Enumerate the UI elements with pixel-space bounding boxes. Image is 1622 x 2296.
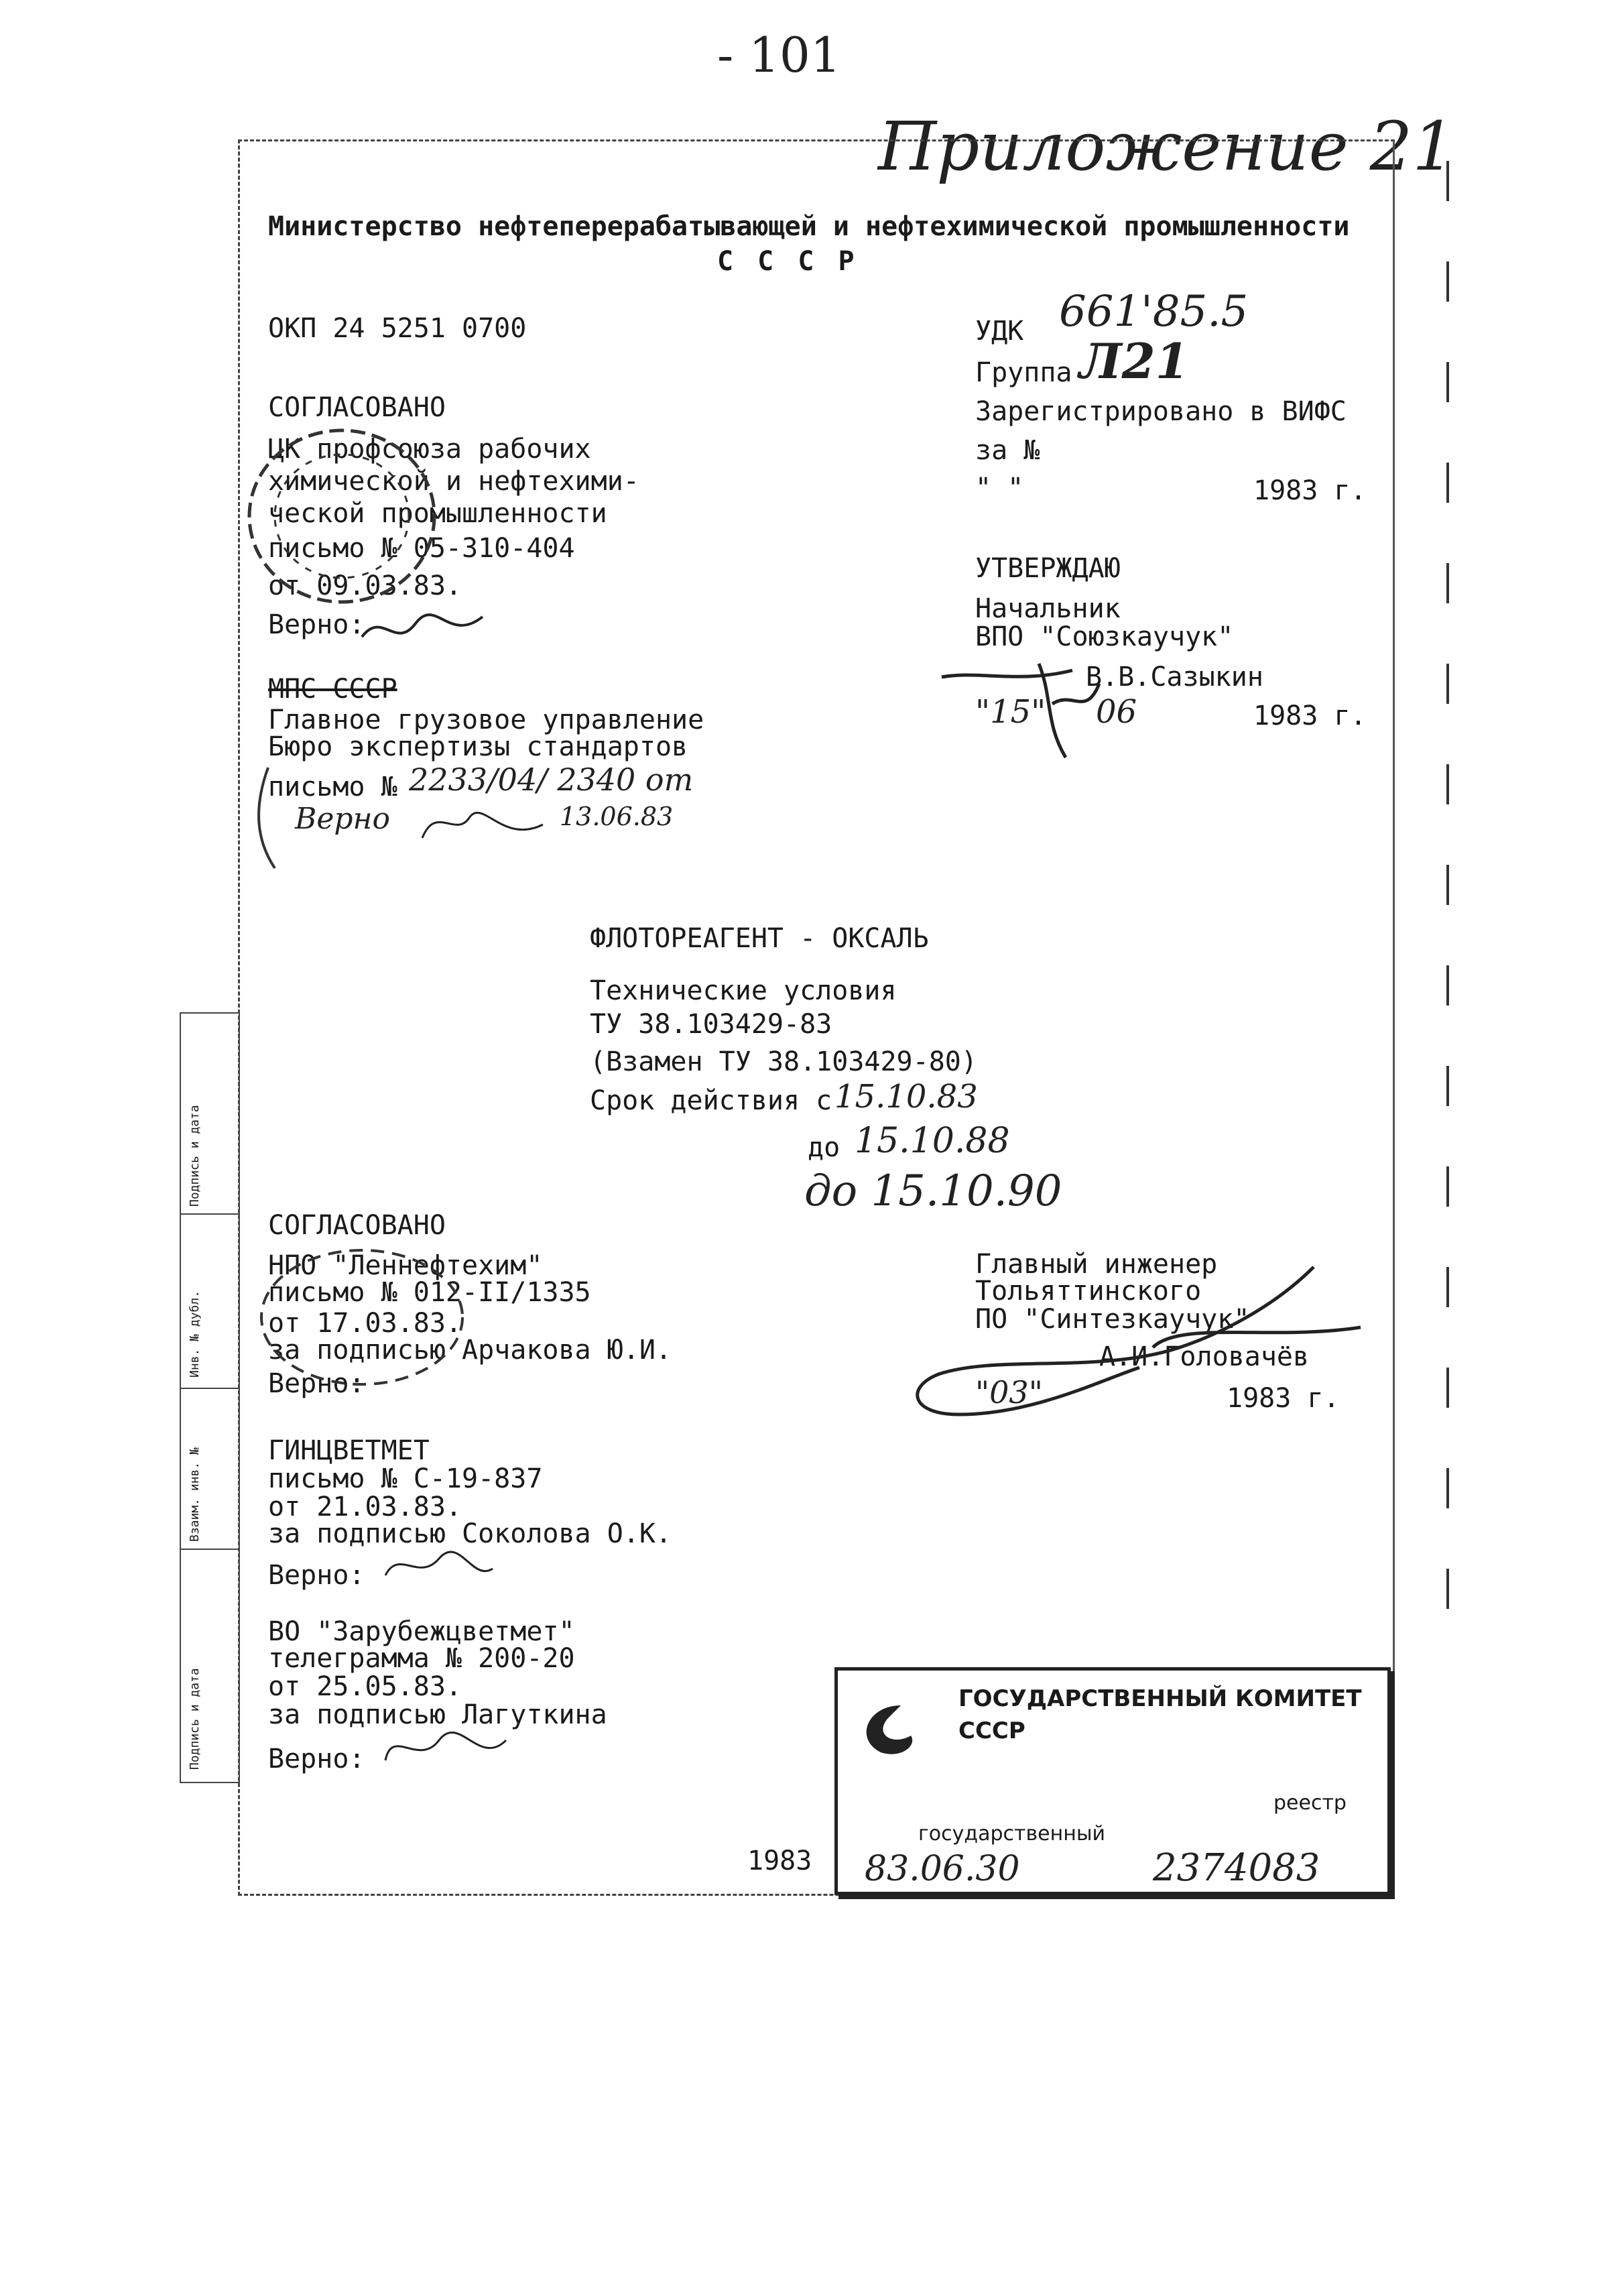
signature-verno-1 (355, 603, 489, 657)
agreed-title-1: СОГЛАСОВАНО (268, 392, 446, 423)
udk-label: УДК (975, 316, 1024, 347)
zarubezh-line: телеграмма № 200-20 (268, 1643, 575, 1674)
mps-hand-verno: Верно (295, 802, 391, 836)
strip-label-signature-date: Подпись и дата (188, 1105, 202, 1207)
approved-line: ВПО "Союзкаучук" (975, 621, 1234, 652)
strip-label-vzaim-inv: Взаим. инв. № (188, 1447, 202, 1542)
group-label: Группа (975, 357, 1072, 388)
product-title: ФЛОТОРЕАГЕНТ - ОКСАЛЬ (590, 923, 929, 954)
round-seal-1 (241, 416, 442, 617)
udk-value: 661'85.5 (1059, 287, 1249, 337)
bottom-year: 1983 (747, 1846, 812, 1876)
signature-verno-3 (379, 1542, 499, 1595)
approved-signer: В.В.Сазыкин (1086, 662, 1263, 692)
gintsvetmet-line: письмо № С-19-837 (268, 1463, 543, 1494)
agreed2-line: письмо № 012-II/1335 (268, 1277, 591, 1308)
spec-line: ТУ 38.103429-83 (590, 1009, 832, 1040)
zarubezh-line: Верно: (268, 1744, 365, 1774)
state-committee-stamp (834, 1667, 1391, 1895)
signature-sazykin (938, 644, 1113, 764)
side-strip (180, 1012, 240, 1783)
chief-date-day: "03" (975, 1374, 1043, 1410)
signature-mps (416, 798, 550, 851)
approved-date-month: 06 (1096, 693, 1137, 731)
country-title: С С С Р (717, 246, 859, 277)
gintsvetmet-line: ГИНЦВЕТМЕТ (268, 1435, 430, 1466)
strip-label-inv-dubl: Инв. № дубл. (188, 1290, 202, 1378)
validity-from: 15.10.83 (834, 1078, 978, 1115)
chief-line: Главный инженер (975, 1249, 1218, 1280)
zarubezh-line: ВО "Зарубежцветмет" (268, 1616, 575, 1647)
emblem-icon (854, 1699, 921, 1759)
stamp-line2: СССР (958, 1717, 1025, 1744)
approved-line: Начальник (975, 593, 1121, 624)
validity-extended: до 15.10.90 (804, 1166, 1062, 1216)
stamp-line4: государственный (918, 1822, 1106, 1846)
agreed1-line: ческой промышленности (268, 498, 607, 529)
agreed1-line: ЦК профсоюза рабочих (268, 434, 591, 465)
round-seal-2 (255, 1240, 469, 1394)
chief-year: 1983 г. (1227, 1383, 1340, 1414)
right-edge-marks (1441, 161, 1454, 1636)
mps-line: Бюро экспертизы стандартов (268, 731, 688, 762)
mps-line: письмо № (268, 772, 397, 802)
stamp-hand-date: 83.06.30 (865, 1849, 1020, 1889)
signature-verno-4 (379, 1720, 513, 1780)
gintsvetmet-line: Верно: (268, 1560, 365, 1591)
ministry-title: Министерство нефтеперерабатывающей и нефтехимической промышленности (268, 211, 1350, 242)
spec-line: (Взамен ТУ 38.103429-80) (590, 1046, 977, 1077)
mps-line: Главное грузовое управление (268, 705, 704, 735)
mps-hand-number: 2233/04/ 2340 от (409, 762, 694, 798)
validity-to: 15.10.88 (855, 1121, 1010, 1161)
agreed-title-2: СОГЛАСОВАНО (268, 1210, 446, 1241)
chief-line: ПО "Синтезкаучук" (975, 1304, 1250, 1335)
zarubezh-line: от 25.05.83. (268, 1671, 462, 1702)
agreed1-line: Верно: (268, 609, 365, 640)
agreed2-line: Верно: (268, 1368, 365, 1399)
agreed1-line: химической и нефтехими- (268, 466, 639, 497)
bracket-mps (255, 764, 282, 871)
mps-hand-date: 13.06.83 (560, 802, 674, 831)
reg-year: 1983 г. (1253, 475, 1367, 506)
chief-line: Тольяттинского (975, 1276, 1202, 1307)
approved-date-day: "15" (975, 693, 1046, 731)
stamp-line3: реестр (1273, 1791, 1347, 1815)
chief-signer: А.И.Головачёв (1099, 1341, 1310, 1372)
approved-year: 1983 г. (1253, 701, 1367, 731)
okp-code: ОКП 24 5251 0700 (268, 313, 527, 344)
agreed1-line: письмо № 05-310-404 (268, 533, 575, 564)
spec-line: Технические условия (590, 975, 897, 1006)
validity-label: Срок действия с (590, 1085, 832, 1116)
agreed2-line: за подписью Арчакова Ю.И. (268, 1335, 672, 1366)
agreed1-line: от 09.03.83. (268, 570, 462, 601)
zarubezh-line: за подписью Лагуткина (268, 1699, 607, 1730)
validity-to-label: до (808, 1132, 840, 1163)
registered-vifs: Зарегистрировано в ВИФС (975, 396, 1347, 427)
mps-line: МПС СССР (268, 674, 397, 705)
gintsvetmet-line: от 21.03.83. (268, 1492, 462, 1522)
signature-golovachev (898, 1247, 1381, 1435)
stamp-title: ГОСУДАРСТВЕННЫЙ КОМИТЕТ (958, 1685, 1362, 1712)
agreed2-line: от 17.03.83. (268, 1308, 462, 1339)
reg-number: за № (975, 435, 1040, 466)
approved-title: УТВЕРЖДАЮ (975, 553, 1121, 584)
agreed2-line: НПО "Леннефтехим" (268, 1250, 543, 1281)
reg-date-quotes: " " (975, 473, 1024, 503)
gintsvetmet-line: за подписью Соколова О.К. (268, 1518, 672, 1549)
stamp-hand-number: 2374083 (1153, 1846, 1320, 1890)
group-value: Л21 (1079, 333, 1189, 389)
page-number: - 101 (717, 27, 841, 83)
appendix-label: Приложение 21 (878, 107, 1455, 186)
strip-label-signature-date-2: Подпись и дата (188, 1668, 202, 1770)
